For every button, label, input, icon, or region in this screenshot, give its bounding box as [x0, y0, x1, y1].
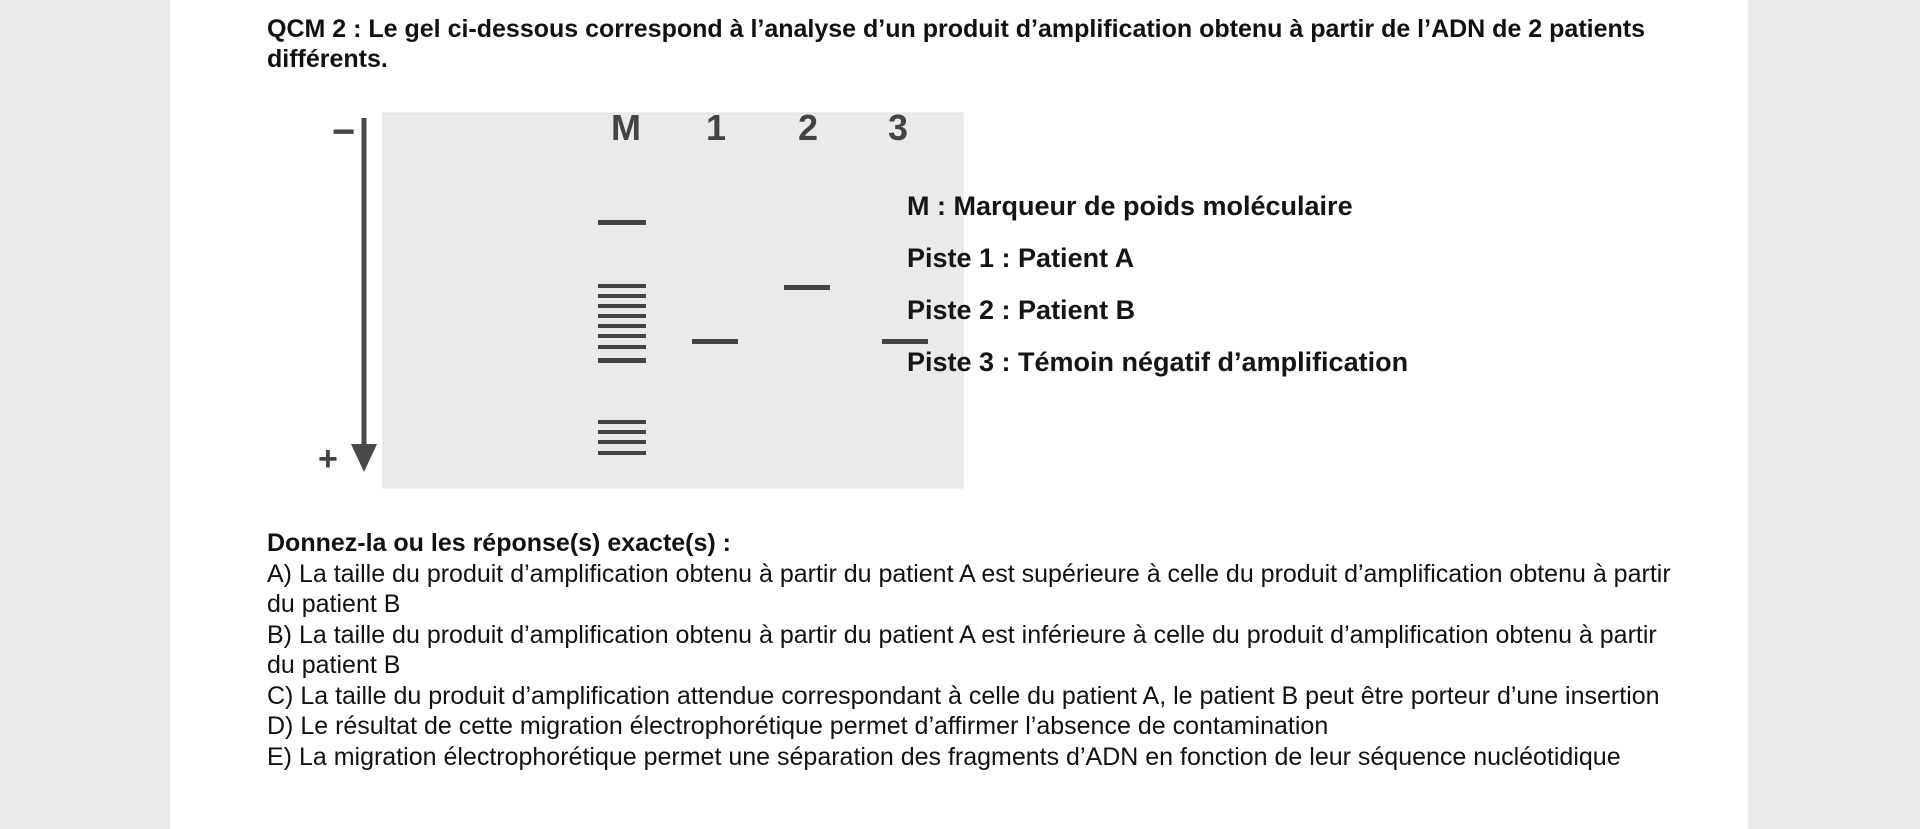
option-c[interactable]: C) La taille du produit d’amplification attendue correspondant à celle du patient A, le patient B peut être porteur d’une insertion	[267, 681, 1660, 710]
gel-legend	[907, 180, 1408, 388]
lane-label-3: 3	[887, 107, 909, 148]
marker-band	[598, 420, 646, 424]
legend-item-lane-1: Piste 1 : Patient A	[907, 243, 1135, 273]
question-title: QCM 2 : Le gel ci-dessous correspond à l’analyse d’un produit d’amplification obtenu à partir de l’ADN de 2 patients différents.	[267, 15, 1646, 73]
marker-band	[598, 430, 646, 434]
lane-label-1: 1	[705, 107, 727, 148]
legend-item-lane-2: Piste 2 : Patient B	[907, 295, 1136, 325]
marker-band	[598, 304, 646, 308]
marker-band	[598, 358, 646, 363]
legend-item-lane-3: Piste 3 : Témoin négatif d’amplification	[907, 347, 1409, 377]
marker-band	[598, 324, 646, 328]
lane-2-band	[784, 285, 830, 290]
marker-band	[598, 294, 646, 298]
marker-band	[598, 440, 646, 444]
lane-label-2: 2	[797, 107, 819, 148]
marker-band	[598, 345, 646, 349]
lane-label-marker: M	[611, 107, 641, 148]
marker-band	[598, 220, 646, 225]
lane-1-band	[692, 339, 738, 344]
marker-band	[598, 334, 646, 338]
marker-band	[598, 314, 646, 318]
marker-band	[598, 451, 646, 455]
migration-arrow-head	[351, 444, 377, 472]
option-b[interactable]: B) La taille du produit d’amplification obtenu à partir du patient A est inférieure à celle du produit d’amplification obtenu à partir du patient B	[267, 620, 1657, 679]
marker-band	[598, 284, 646, 288]
pole-negative-label: −	[332, 110, 356, 154]
document-page	[170, 0, 1748, 829]
option-a[interactable]: A) La taille du produit d’amplification obtenu à partir du patient A est supérieure à celle du produit d’amplification obtenu à partir du patient B	[267, 559, 1671, 618]
legend-item-marker: M : Marqueur de poids moléculaire	[907, 191, 1353, 221]
option-e[interactable]: E) La migration électrophorétique permet une séparation des fragments d’ADN en fonction de leur séquence nucléotidique	[267, 742, 1621, 771]
pole-positive-label: +	[318, 440, 338, 478]
option-d[interactable]: D) Le résultat de cette migration électrophorétique permet d’affirmer l’absence de contamination	[267, 712, 1329, 740]
question-block	[267, 528, 1687, 772]
gel-background	[383, 113, 963, 488]
question-prompt: Donnez-la ou les réponse(s) exacte(s) :	[267, 529, 732, 557]
